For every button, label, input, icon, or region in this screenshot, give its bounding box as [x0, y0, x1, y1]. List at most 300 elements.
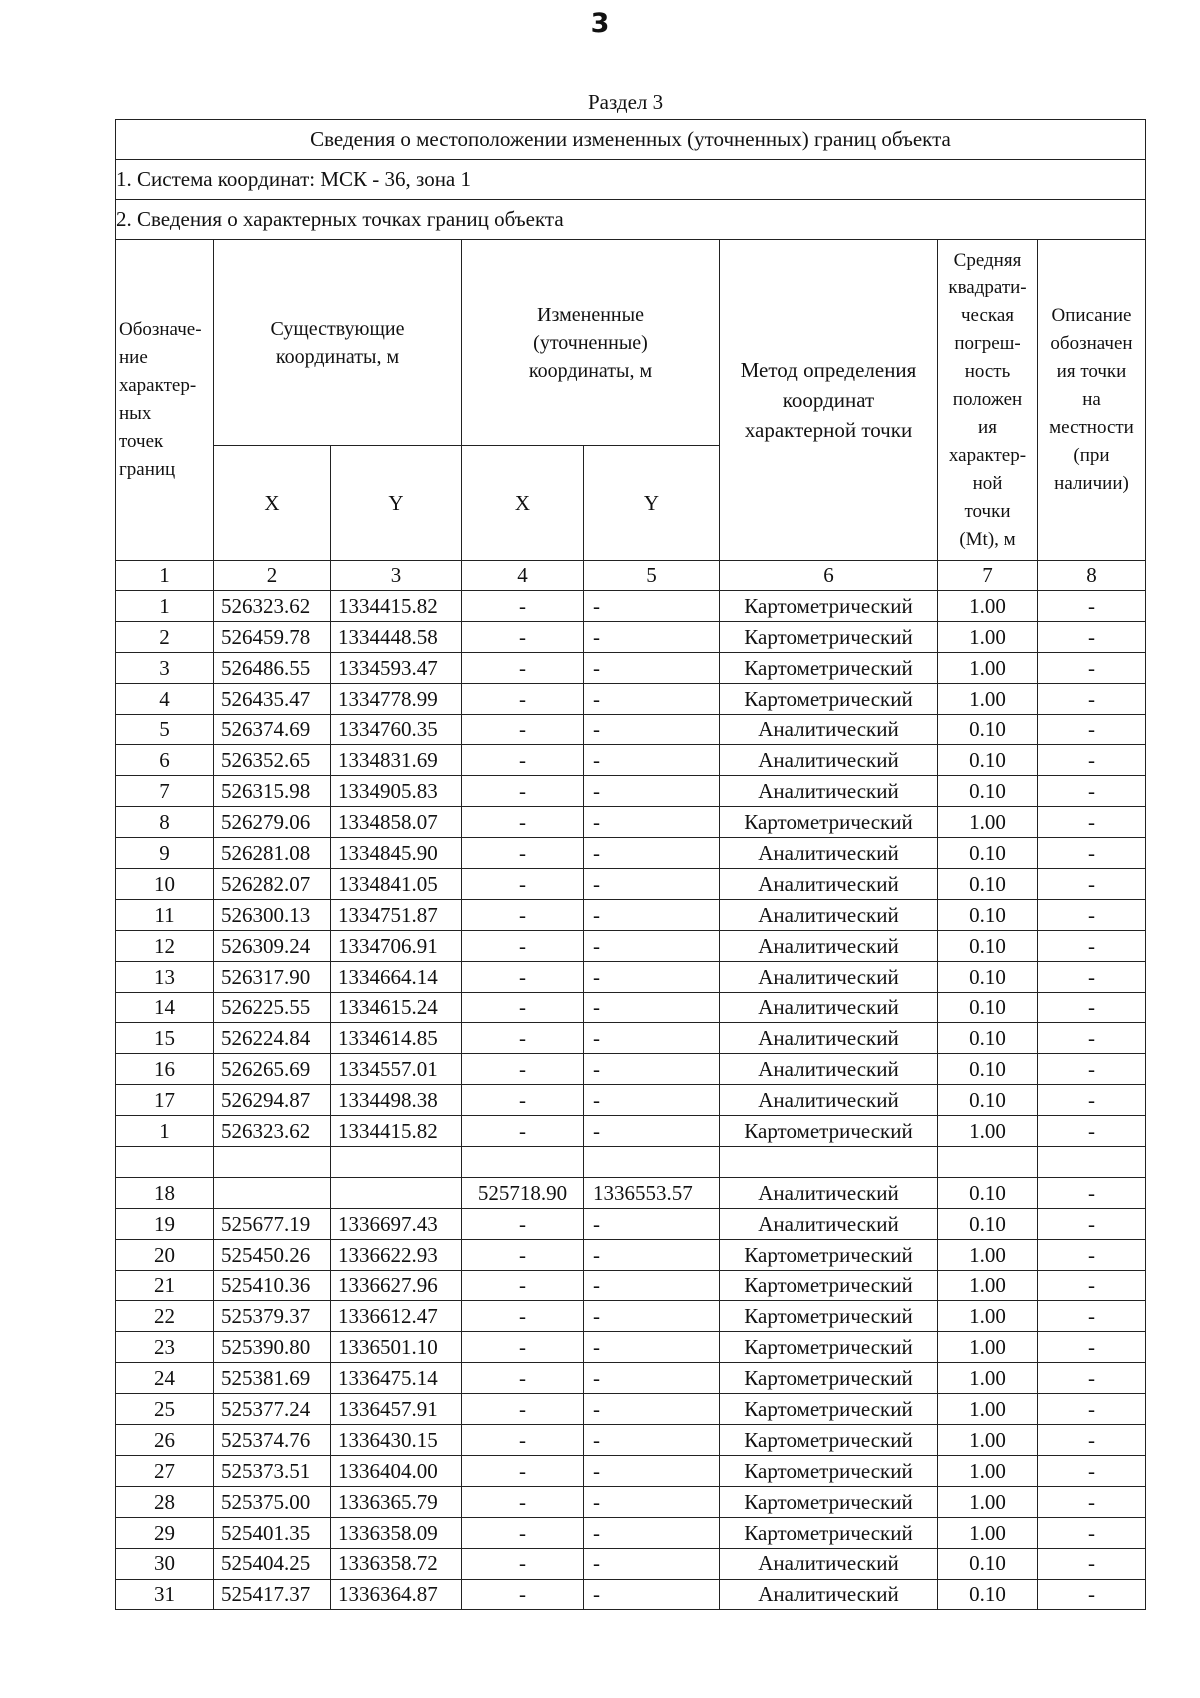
cell-existing-x: 526323.62 [214, 591, 331, 622]
cell-point-id: 27 [116, 1455, 214, 1486]
cell-point-id: 14 [116, 992, 214, 1023]
header-line: координат [782, 388, 875, 412]
cell-description: - [1038, 1394, 1146, 1425]
cell-changed-y: - [584, 930, 720, 961]
cell-description: - [1038, 745, 1146, 776]
cell-existing-x: 526315.98 [214, 776, 331, 807]
table-row [116, 1177, 1146, 1208]
cell-changed-y: - [584, 621, 720, 652]
cell-description: - [1038, 992, 1146, 1023]
cell-changed-y: - [584, 1394, 720, 1425]
cell-existing-x: 525404.25 [214, 1548, 331, 1579]
cell-existing-x: 526281.08 [214, 838, 331, 869]
table-row [116, 961, 1146, 992]
header-line: (Mt), м [959, 528, 1016, 550]
cell-method: Картометрический [720, 591, 938, 622]
cell-existing-y: 1336612.47 [331, 1301, 462, 1332]
cell-method: Аналитический [720, 869, 938, 900]
cell-existing-y: 1334593.47 [331, 652, 462, 683]
cell-existing-y: 1334778.99 [331, 683, 462, 714]
header-line: квадрати- [948, 277, 1027, 299]
cell-point-id: 24 [116, 1363, 214, 1394]
header-description [1038, 240, 1146, 561]
cell-method: Аналитический [720, 838, 938, 869]
header-line: точки [964, 500, 1011, 522]
cell-rms: 0.10 [938, 1177, 1038, 1208]
column-number: 4 [462, 561, 584, 591]
cell-changed-x: - [462, 838, 584, 869]
cell-existing-x: 525375.00 [214, 1486, 331, 1517]
cell-point-id: 13 [116, 961, 214, 992]
cell-rms: 0.10 [938, 776, 1038, 807]
table-row [116, 714, 1146, 745]
cell-changed-x: 525718.90 [462, 1177, 584, 1208]
table-row [116, 1023, 1146, 1054]
cell-rms: 1.00 [938, 683, 1038, 714]
cell-description: - [1038, 869, 1146, 900]
cell-description: - [1038, 591, 1146, 622]
cell-existing-x: 525417.37 [214, 1579, 331, 1610]
cell-existing-x: 525373.51 [214, 1455, 331, 1486]
cell-existing-x: 526225.55 [214, 992, 331, 1023]
cell-changed-x: - [462, 869, 584, 900]
table-row [116, 591, 1146, 622]
cell-description: - [1038, 1208, 1146, 1239]
cell-changed-x: - [462, 714, 584, 745]
cell-point-id: 18 [116, 1177, 214, 1208]
table-row [116, 1116, 1146, 1147]
cell-existing-y: 1336475.14 [331, 1363, 462, 1394]
cell-existing-x: 525410.36 [214, 1270, 331, 1301]
table-row [116, 621, 1146, 652]
cell-point-id: 1 [116, 1116, 214, 1147]
cell-point-id: 20 [116, 1239, 214, 1270]
cell-description: - [1038, 807, 1146, 838]
cell-point-id: 30 [116, 1548, 214, 1579]
cell-changed-x: - [462, 1023, 584, 1054]
cell-method: Картометрический [720, 1270, 938, 1301]
cell-changed-y: - [584, 1455, 720, 1486]
cell-description: - [1038, 776, 1146, 807]
table-row [116, 1363, 1146, 1394]
cell-description: - [1038, 714, 1146, 745]
table-row [116, 745, 1146, 776]
cell-changed-x: - [462, 1363, 584, 1394]
cell-point-id: 7 [116, 776, 214, 807]
cell-rms: 1.00 [938, 652, 1038, 683]
table-title: Сведения о местоположении измененных (уточненных) границ объекта [116, 120, 1146, 160]
cell-existing-x: 525450.26 [214, 1239, 331, 1270]
cell-changed-x: - [462, 745, 584, 776]
cell-point-id: 11 [116, 899, 214, 930]
section-label: Раздел 3 [588, 90, 664, 114]
header-existing-coords [214, 240, 462, 446]
cell-description: - [1038, 961, 1146, 992]
cell-rms: 1.00 [938, 591, 1038, 622]
cell-point-id: 4 [116, 683, 214, 714]
cell-changed-x: - [462, 591, 584, 622]
cell-description [1038, 1147, 1146, 1178]
header-line: характер- [119, 375, 197, 396]
table-row [116, 1054, 1146, 1085]
cell-rms: 0.10 [938, 899, 1038, 930]
cell-changed-y: - [584, 1023, 720, 1054]
cell-changed-x: - [462, 652, 584, 683]
cell-description: - [1038, 838, 1146, 869]
cell-rms: 1.00 [938, 1394, 1038, 1425]
header-changed-x: X [462, 446, 584, 561]
cell-rms: 0.10 [938, 1579, 1038, 1610]
header-line: координаты, м [528, 359, 653, 382]
cell-changed-x: - [462, 1486, 584, 1517]
cell-changed-y: - [584, 1208, 720, 1239]
cell-rms: 1.00 [938, 1455, 1038, 1486]
cell-existing-x: 526352.65 [214, 745, 331, 776]
cell-changed-y: - [584, 869, 720, 900]
cell-existing-y: 1334760.35 [331, 714, 462, 745]
cell-existing-x: 526459.78 [214, 621, 331, 652]
header-line: Обозначе- [119, 319, 202, 340]
cell-rms: 0.10 [938, 961, 1038, 992]
cell-existing-x: 525374.76 [214, 1425, 331, 1456]
cell-existing-x [214, 1147, 331, 1178]
table-row [116, 1147, 1146, 1178]
cell-description: - [1038, 1239, 1146, 1270]
cell-rms: 1.00 [938, 807, 1038, 838]
cell-existing-y: 1334498.38 [331, 1085, 462, 1116]
cell-point-id: 25 [116, 1394, 214, 1425]
cell-changed-y: - [584, 1085, 720, 1116]
header-line: Описание [1051, 305, 1132, 327]
cell-existing-x: 526309.24 [214, 930, 331, 961]
table-row [116, 1239, 1146, 1270]
table-row [116, 869, 1146, 900]
header-line: ия точки [1056, 361, 1127, 383]
cell-method: Аналитический [720, 1208, 938, 1239]
cell-method: Аналитический [720, 899, 938, 930]
points-caption: 2. Сведения о характерных точках границ объекта [116, 200, 1146, 240]
cell-changed-x: - [462, 992, 584, 1023]
cell-point-id: 12 [116, 930, 214, 961]
cell-changed-y: - [584, 1116, 720, 1147]
cell-rms [938, 1147, 1038, 1178]
cell-changed-y: - [584, 1486, 720, 1517]
cell-changed-y: - [584, 838, 720, 869]
cell-method: Аналитический [720, 1579, 938, 1610]
cell-description: - [1038, 899, 1146, 930]
cell-changed-y: - [584, 1332, 720, 1363]
header-line: местности [1049, 416, 1134, 438]
column-number: 5 [584, 561, 720, 591]
cell-description: - [1038, 1177, 1146, 1208]
cell-method: Аналитический [720, 776, 938, 807]
cell-description: - [1038, 1085, 1146, 1116]
cell-rms: 0.10 [938, 992, 1038, 1023]
cell-rms: 0.10 [938, 1548, 1038, 1579]
cell-point-id: 22 [116, 1301, 214, 1332]
cell-existing-y: 1336697.43 [331, 1208, 462, 1239]
cell-rms: 1.00 [938, 1116, 1038, 1147]
cell-point-id: 9 [116, 838, 214, 869]
cell-method: Картометрический [720, 683, 938, 714]
cell-changed-x: - [462, 776, 584, 807]
column-number: 1 [116, 561, 214, 591]
table-row [116, 1208, 1146, 1239]
cell-rms: 0.10 [938, 1208, 1038, 1239]
cell-existing-y: 1334905.83 [331, 776, 462, 807]
boundary-points-table [115, 119, 1146, 1610]
header-line: погреш- [954, 333, 1021, 355]
cell-changed-x: - [462, 1085, 584, 1116]
cell-rms: 0.10 [938, 869, 1038, 900]
table-row [116, 1517, 1146, 1548]
header-line: положен [952, 389, 1023, 411]
cell-existing-y: 1336404.00 [331, 1455, 462, 1486]
cell-changed-y: - [584, 652, 720, 683]
cell-existing-x: 525381.69 [214, 1363, 331, 1394]
cell-changed-y: - [584, 1301, 720, 1332]
cell-rms: 1.00 [938, 1363, 1038, 1394]
cell-existing-y: 1334858.07 [331, 807, 462, 838]
cell-description: - [1038, 1363, 1146, 1394]
cell-changed-x: - [462, 1116, 584, 1147]
header-line: ческая [960, 305, 1014, 327]
cell-changed-y: - [584, 1517, 720, 1548]
cell-changed-y: - [584, 899, 720, 930]
cell-existing-x: 526486.55 [214, 652, 331, 683]
header-line: Существующие [270, 317, 405, 340]
cell-changed-y: - [584, 591, 720, 622]
cell-existing-y: 1336365.79 [331, 1486, 462, 1517]
cell-rms: 1.00 [938, 1270, 1038, 1301]
header-line: характерной точки [744, 418, 913, 442]
column-number: 6 [720, 561, 938, 591]
table-row [116, 1085, 1146, 1116]
cell-method: Картометрический [720, 1455, 938, 1486]
table-row [116, 776, 1146, 807]
cell-changed-x: - [462, 1425, 584, 1456]
cell-description: - [1038, 652, 1146, 683]
cell-existing-y [331, 1177, 462, 1208]
cell-method: Аналитический [720, 930, 938, 961]
cell-existing-y: 1336501.10 [331, 1332, 462, 1363]
header-line: ной [972, 472, 1003, 494]
cell-changed-y: - [584, 992, 720, 1023]
cell-method: Аналитический [720, 745, 938, 776]
table-row [116, 1332, 1146, 1363]
cell-description: - [1038, 1116, 1146, 1147]
cell-method: Картометрический [720, 1332, 938, 1363]
cell-existing-y: 1334845.90 [331, 838, 462, 869]
cell-changed-y: - [584, 745, 720, 776]
table-row [116, 1301, 1146, 1332]
cell-method: Картометрический [720, 1363, 938, 1394]
table-row [116, 1394, 1146, 1425]
cell-point-id: 1 [116, 591, 214, 622]
cell-description: - [1038, 1486, 1146, 1517]
cell-description: - [1038, 1270, 1146, 1301]
cell-method: Аналитический [720, 1177, 938, 1208]
cell-description: - [1038, 621, 1146, 652]
cell-existing-y: 1336622.93 [331, 1239, 462, 1270]
column-number: 7 [938, 561, 1038, 591]
cell-point-id: 3 [116, 652, 214, 683]
cell-changed-y: - [584, 1054, 720, 1085]
cell-rms: 0.10 [938, 1085, 1038, 1116]
cell-method: Картометрический [720, 621, 938, 652]
cell-point-id: 8 [116, 807, 214, 838]
cell-changed-x: - [462, 1239, 584, 1270]
cell-changed-x: - [462, 1332, 584, 1363]
cell-method: Картометрический [720, 1517, 938, 1548]
header-line: Метод определения [740, 358, 917, 382]
cell-point-id: 17 [116, 1085, 214, 1116]
cell-method: Картометрический [720, 807, 938, 838]
cell-existing-y: 1334831.69 [331, 745, 462, 776]
cell-method: Аналитический [720, 992, 938, 1023]
cell-method: Картометрический [720, 1239, 938, 1270]
cell-existing-x: 526374.69 [214, 714, 331, 745]
table-row [116, 899, 1146, 930]
cell-existing-x: 525401.35 [214, 1517, 331, 1548]
cell-description: - [1038, 683, 1146, 714]
cell-changed-x: - [462, 1208, 584, 1239]
cell-existing-x: 526224.84 [214, 1023, 331, 1054]
cell-existing-x: 526265.69 [214, 1054, 331, 1085]
header-line: ность [964, 361, 1011, 383]
header-line: наличии) [1054, 472, 1129, 494]
cell-existing-x: 525390.80 [214, 1332, 331, 1363]
cell-point-id: 10 [116, 869, 214, 900]
cell-point-id: 6 [116, 745, 214, 776]
cell-point-id: 29 [116, 1517, 214, 1548]
cell-existing-x: 526279.06 [214, 807, 331, 838]
cell-point-id: 2 [116, 621, 214, 652]
cell-method: Картометрический [720, 1301, 938, 1332]
cell-description: - [1038, 1455, 1146, 1486]
cell-point-id: 16 [116, 1054, 214, 1085]
table-row [116, 1548, 1146, 1579]
cell-method: Картометрический [720, 1394, 938, 1425]
cell-changed-y: - [584, 961, 720, 992]
cell-existing-y: 1334664.14 [331, 961, 462, 992]
cell-existing-y: 1334415.82 [331, 591, 462, 622]
cell-changed-x: - [462, 807, 584, 838]
cell-existing-y: 1336457.91 [331, 1394, 462, 1425]
cell-changed-y: - [584, 1239, 720, 1270]
cell-point-id [116, 1147, 214, 1178]
cell-rms: 0.10 [938, 1054, 1038, 1085]
cell-existing-y: 1336430.15 [331, 1425, 462, 1456]
header-rms-error [938, 240, 1038, 561]
cell-changed-y: - [584, 714, 720, 745]
cell-existing-y: 1334448.58 [331, 621, 462, 652]
cell-point-id: 23 [116, 1332, 214, 1363]
cell-description: - [1038, 1301, 1146, 1332]
cell-method: Аналитический [720, 1085, 938, 1116]
cell-changed-y: - [584, 1425, 720, 1456]
cell-point-id: 28 [116, 1486, 214, 1517]
cell-existing-x: 526282.07 [214, 869, 331, 900]
table-row [116, 652, 1146, 683]
header-line: ных [119, 403, 152, 424]
cell-rms: 1.00 [938, 1239, 1038, 1270]
header-line: (уточненные) [533, 331, 648, 354]
cell-existing-y: 1336358.09 [331, 1517, 462, 1548]
cell-existing-y: 1336364.87 [331, 1579, 462, 1610]
cell-changed-y [584, 1147, 720, 1178]
table-row [116, 807, 1146, 838]
table-row [116, 1486, 1146, 1517]
table-row [116, 930, 1146, 961]
cell-existing-y: 1334415.82 [331, 1116, 462, 1147]
cell-changed-x: - [462, 1548, 584, 1579]
cell-method [720, 1147, 938, 1178]
cell-description: - [1038, 930, 1146, 961]
cell-changed-x: - [462, 683, 584, 714]
cell-method: Аналитический [720, 1023, 938, 1054]
cell-description: - [1038, 1054, 1146, 1085]
cell-method: Аналитический [720, 1548, 938, 1579]
cell-description: - [1038, 1579, 1146, 1610]
cell-changed-x: - [462, 1455, 584, 1486]
cell-rms: 1.00 [938, 1425, 1038, 1456]
table-row [116, 1579, 1146, 1610]
cell-method: Аналитический [720, 1054, 938, 1085]
header-existing-x: X [214, 446, 331, 561]
header-designation [116, 240, 214, 561]
header-line: (при [1073, 444, 1110, 466]
cell-method: Картометрический [720, 1486, 938, 1517]
cell-existing-y: 1336358.72 [331, 1548, 462, 1579]
header-line: Средняя [953, 249, 1022, 271]
cell-point-id: 5 [116, 714, 214, 745]
table-row [116, 1455, 1146, 1486]
cell-existing-y: 1334751.87 [331, 899, 462, 930]
cell-changed-x: - [462, 899, 584, 930]
cell-changed-x: - [462, 621, 584, 652]
cell-point-id: 26 [116, 1425, 214, 1456]
cell-changed-y: - [584, 1548, 720, 1579]
coord-system: 1. Система координат: МСК - 36, зона 1 [116, 160, 1146, 200]
cell-method: Аналитический [720, 961, 938, 992]
cell-description: - [1038, 1517, 1146, 1548]
column-number: 8 [1038, 561, 1146, 591]
cell-rms: 1.00 [938, 1301, 1038, 1332]
cell-description: - [1038, 1023, 1146, 1054]
cell-rms: 0.10 [938, 714, 1038, 745]
cell-changed-x: - [462, 1054, 584, 1085]
header-line: координаты, м [275, 345, 400, 368]
cell-point-id: 31 [116, 1579, 214, 1610]
cell-changed-x: - [462, 930, 584, 961]
header-changed-y: Y [584, 446, 720, 561]
cell-changed-y: - [584, 1270, 720, 1301]
cell-description: - [1038, 1332, 1146, 1363]
cell-existing-x: 525377.24 [214, 1394, 331, 1425]
cell-rms: 0.10 [938, 930, 1038, 961]
cell-method: Картометрический [720, 1425, 938, 1456]
header-line: Измененные [537, 303, 644, 326]
cell-changed-x: - [462, 1270, 584, 1301]
header-line: характер- [948, 444, 1027, 466]
table-row [116, 992, 1146, 1023]
cell-changed-y: - [584, 1579, 720, 1610]
cell-changed-y: - [584, 776, 720, 807]
cell-method: Аналитический [720, 714, 938, 745]
cell-changed-x [462, 1147, 584, 1178]
header-line: ия [978, 416, 997, 438]
